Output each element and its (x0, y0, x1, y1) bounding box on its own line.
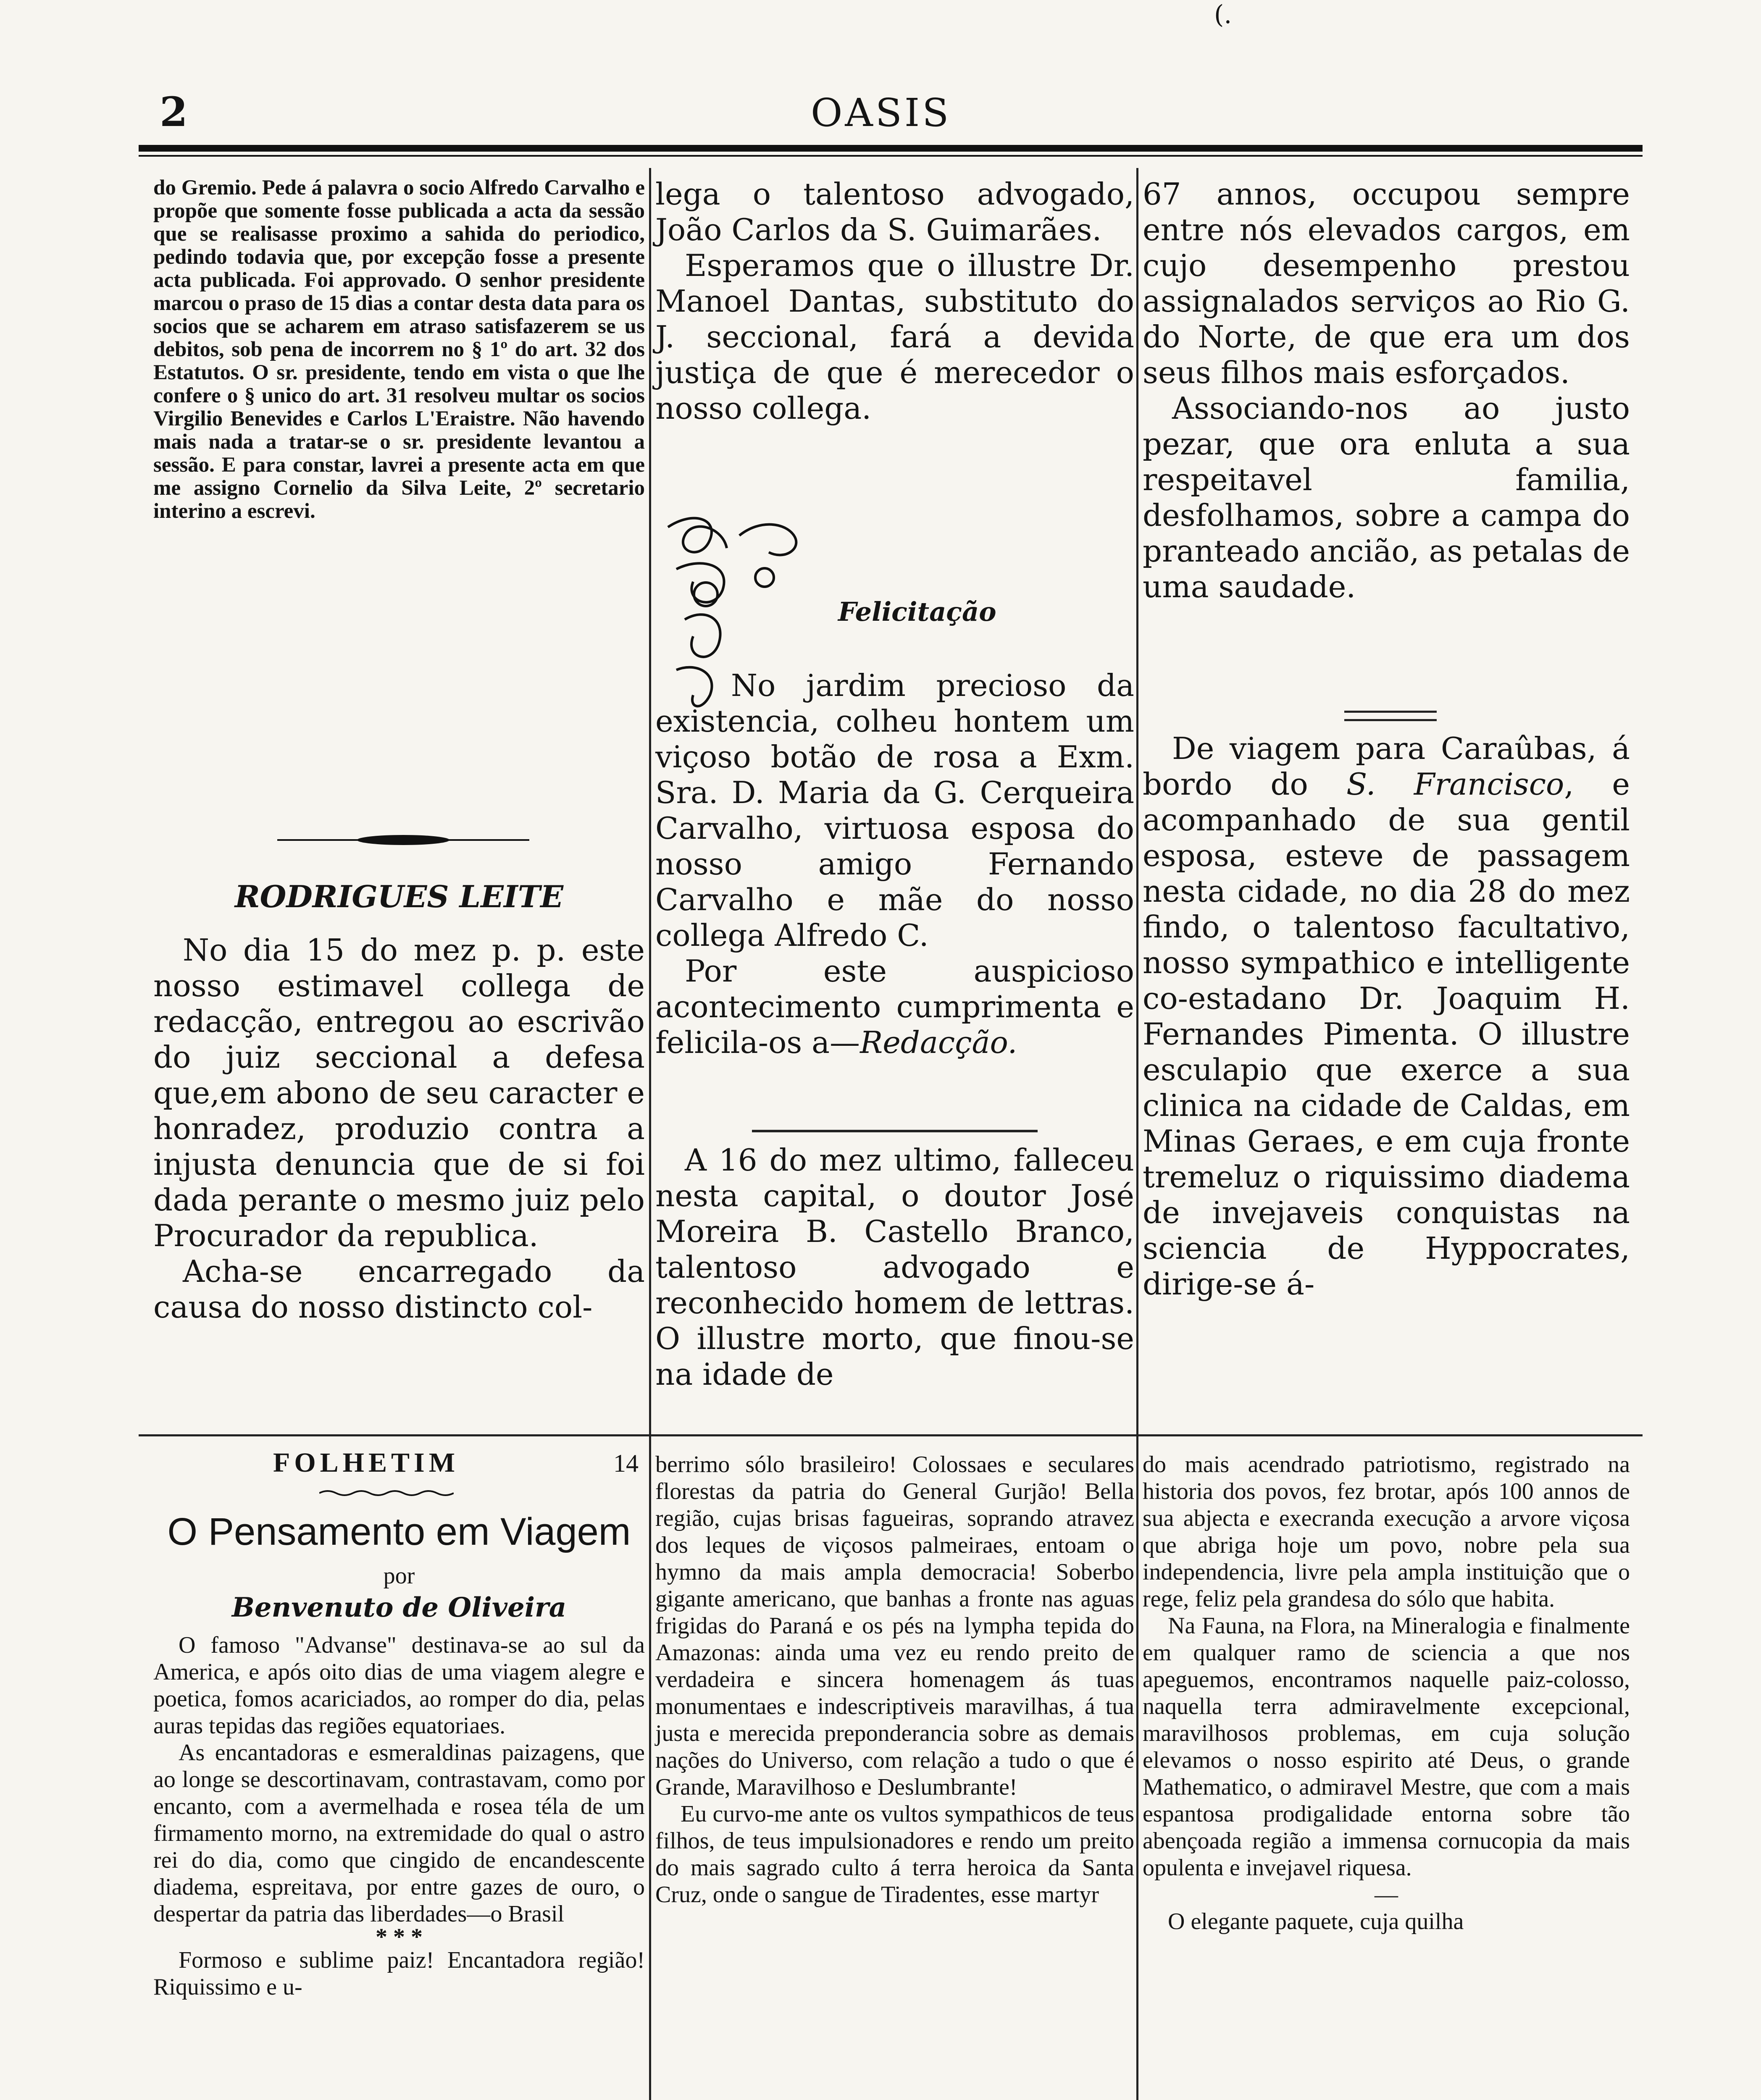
paragraph: As encantadoras e esmeraldinas paizagens, que ao longe se descortinavam, contrastavam, como por encanto, com a avermelhada e rosea téla de um firmamento morno, na extremidade do qual o astro rei do dia, como que cingido de encandescente diadema, espreitava, por entre gazes de ouro, o despertar da patria das liberdades—o Brasil (153, 1740, 645, 1927)
header-rule (139, 145, 1643, 152)
serial-author: Benvenuto de Oliveira (231, 1592, 567, 1623)
article-divider (752, 1130, 1038, 1132)
column-rule (649, 168, 651, 1449)
folhetim-column-1 (153, 1632, 645, 2000)
paragraph: Associando-nos ao justo pezar, que ora enluta a sua respeitavel familia, desfolhamos, sobre a campa do pranteado ancião, as petalas de uma saudade. (1143, 391, 1630, 604)
article-heading: RODRIGUES LEITE (234, 879, 564, 914)
paragraph: Formoso e sublime paiz! Encantadora região! Riquissimo e u- (153, 1947, 645, 2000)
paragraph: Esperamos que o illustre Dr. Manoel Dantas, substituto do J. seccional, fará a devida justiça de que é merecedor o nosso collega. (655, 248, 1134, 426)
felicitacao-heading: Felicitação (838, 596, 996, 627)
minutes-column (153, 176, 645, 523)
article-divider (1344, 711, 1437, 713)
column-rule (649, 1441, 651, 2100)
paragraph: A 16 do mez ultimo, falleceu nesta capital, o doutor José Moreira B. Castello Branco, talentoso advogado e reconhecido homem de lettras. O illustre morto, que finou-se na idade de (655, 1142, 1134, 1392)
paragraph (1143, 731, 1630, 1302)
paragraph: 67 annos, occupou sempre entre nós elevados cargos, em cujo desempenho prestou assignalados serviços ao Rio G. do Norte, de que era um dos seus filhos mais esforçados. (1143, 176, 1630, 390)
newspaper-title: OASIS (811, 90, 951, 135)
ornament-rule (277, 834, 529, 846)
column-2 (655, 176, 1134, 426)
header-rule-thin (139, 155, 1643, 157)
folhetim-column-2 (655, 1451, 1134, 1908)
paragraph-text: De viagem para Caraûbas, á bordo do (1143, 731, 1630, 802)
signature: Redacção. (860, 1025, 1017, 1060)
paragraph: Eu curvo-me ante os vultos sympathicos de teus filhos, de teus impulsionadores e rendo um preito do mais sagrado culto á terra heroica da Santa Cruz, onde o sangue de Tiradentes, esse martyr (655, 1801, 1134, 1908)
paragraph (655, 953, 1134, 1060)
serial-by: por (383, 1563, 415, 1589)
paragraph: do mais acendrado patriotismo, registrado na historia dos povos, fez brotar, após 100 annos de sua abjecta e execranda execução a arvore viçosa que abriga hoje um povo, nobre pela sua independencia, livre pela ampla instituição que o rege, feliz pela grandesa do sólo que habita. (1143, 1452, 1630, 1612)
serial-title: O Pensamento em Viagem (167, 1510, 631, 1553)
paragraph: Acha-se encarregado da causa do nosso distincto col- (153, 1254, 645, 1325)
paragraph: No dia 15 do mez p. p. este nosso estimavel collega de redacção, entregou ao escrivão do juiz seccional a defesa que,em abono de seu caracter e honradez, produzio contra a injusta denuncia que de si foi dada perante o mesmo juiz pelo Procurador da republica. (153, 932, 645, 1253)
paragraph: O famoso "Advanse" destinava-se ao sul da America, e após oito dias de uma viagem alegre e poetica, fomos acariciados, ao romper do dia, pelas auras tepidas das regiões equatoriaes. (153, 1632, 645, 1739)
column-rule (1136, 1441, 1138, 2100)
article-rodrigues-leite (153, 878, 645, 916)
column-3 (1143, 176, 1630, 605)
folhetim-rule (139, 1434, 1643, 1436)
travel-article (1143, 731, 1630, 1302)
corner-mark: (. (1214, 0, 1232, 29)
obituary-article (655, 1142, 1134, 1392)
paragraph-text: Por este auspicioso acontecimento cumprimenta e felicila-os a— (655, 953, 1134, 1060)
paragraph: Na Fauna, na Flora, na Mineralogia e finalmente em qualquer ramo de sciencia a que nos apeguemos, encontramos naquelle paiz-colosso, naquella terra admiravelmente excepcional, maravilhosos problemas, em cuja solução elevamos o nosso espirito até Deus, o grande Mathematico, o admiravel Mestre, que com a mais espantosa prodigalidade entorna sobre tão abençoada região a immensa cornucopia da mais opulenta e invejavel riquesa. (1143, 1613, 1630, 1881)
article-body (153, 932, 645, 1325)
minutes-text: do Gremio. Pede á palavra o socio Alfredo Carvalho e propõe que somente fosse publicada a acta da sessão que se realisasse proximo a sahida do periodico, pedindo todavia que, por excepção fosse a presente acta publicada. Foi approvado. O senhor presidente marcou o praso de 15 dias a contar desta data para os socios que se acharem em atraso satisfazerem se us debitos, sob pena de incorrem no § 1º do art. 32 dos Estatutos. O sr. presidente, tendo em vista o que lhe confere o § unico do art. 31 resolveu multar os socios Virgilio Benevides e Carlos L'Eraistre. Não havendo mais nada a tratar-se o sr. presidente levantou a sessão. E para constar, lavrei a presente acta em que me assigno Cornelio da Silva Leite, 2º secretario interino a escrevi. (153, 176, 645, 523)
paragraph: No jardim precioso da existencia, colheu hontem um viçoso botão de rosa a Exm. Sra. D. Maria da G. Cerqueira Carvalho, virtuosa esposa do nosso amigo Fernando Carvalho e mãe do nosso collega Alfredo C. (655, 668, 1134, 953)
folhetim-label: FOLHETIM (273, 1447, 460, 1478)
ship-name: S. Francisco (1346, 766, 1564, 802)
column-rule (1136, 168, 1138, 1449)
dash-separator: — (1375, 1882, 1398, 1908)
felicitacao-article (655, 668, 1134, 1060)
folhetim-number: 14 (613, 1449, 639, 1477)
paragraph: lega o talentoso advogado, João Carlos da S. Guimarães. (655, 176, 1134, 247)
paragraph-text: , e acompanhado de sua gentil esposa, esteve de passagem nesta cidade, no dia 28 do mez findo, o talentoso facultativo, nosso sympathico e intelligente co-estadano Dr. Joaquim H. Fernandes Pimenta. O illustre esculapio que exerce a sua clinica na cidade de Caldas, em Minas Geraes, e em cuja fronte tremeluz o riquissimo diadema de invejaveis conquistas na sciencia de Hyppocrates, dirige-se á- (1143, 766, 1630, 1302)
paragraph: O elegante paquete, cuja quilha (1168, 1908, 1464, 1935)
folhetim-column-3 (1143, 1451, 1630, 1935)
wavy-ornament (319, 1489, 454, 1497)
section-stars: * * * (376, 1924, 423, 1950)
paragraph: berrimo sólo brasileiro! Colossaes e seculares florestas da patria do General Gurjão! Bella região, cujas brisas fagueiras, soprando atravez dos leques de viçosos palmeiraes, entoam o hymno da mais ampla democracia! Soberbo gigante americano, que banhas a fronte nas aguas frigidas do Paraná e os pés na lympha tepida do Amazonas: ainda uma vez eu rendo preito de verdadeira e sincera homenagem ás tuas monumentaes e indescriptiveis maravilhas, á tua justa e merecida preponderancia sobre as demais nações do Universo, com relação a tudo o que é Grande, Maravilhoso e Deslumbrante! (655, 1452, 1134, 1800)
article-divider (1344, 719, 1437, 721)
page-number: 2 (160, 88, 188, 136)
